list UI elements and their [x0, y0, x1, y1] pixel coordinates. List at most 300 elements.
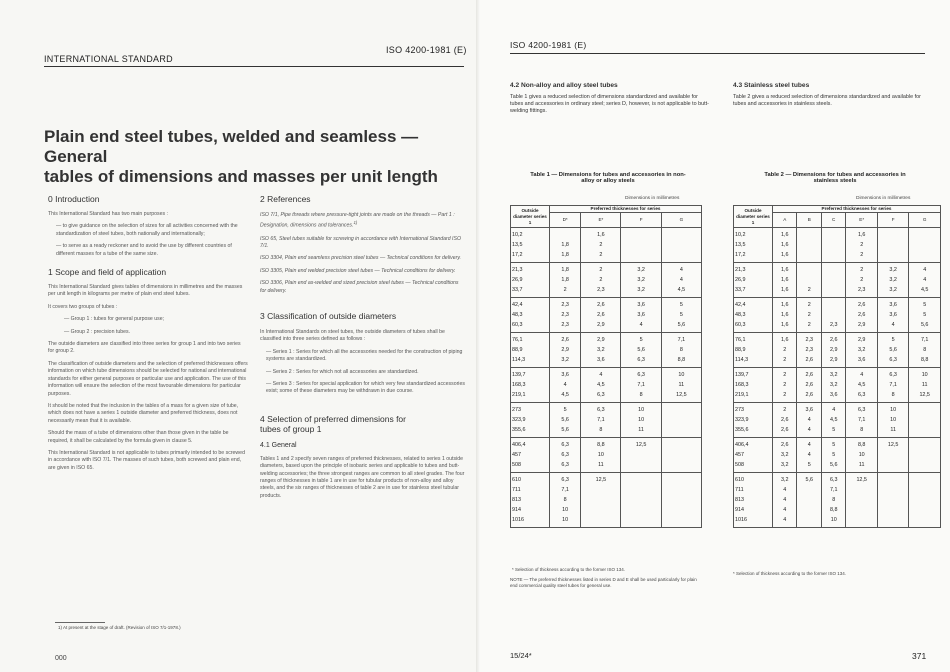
table-value	[910, 475, 939, 485]
table-value: 5	[563, 407, 567, 413]
table-value: 76,1	[735, 337, 746, 343]
table-value: 6,3	[889, 357, 897, 363]
table-value: 11	[921, 382, 928, 388]
header-rule-right	[510, 53, 925, 54]
table-value	[798, 495, 819, 505]
table-value	[622, 505, 659, 515]
table-value	[910, 250, 939, 260]
table-value: 13,5	[735, 242, 746, 248]
thickness-cell	[621, 228, 661, 263]
series-column-header: D*	[550, 213, 581, 228]
table-value: 610	[735, 477, 744, 483]
table-value: 2,6	[857, 312, 866, 318]
table-value: 8,8	[597, 442, 605, 448]
table-value: 6,3	[561, 462, 569, 468]
thickness-cell	[621, 333, 661, 368]
table-value: 2,9	[597, 337, 605, 343]
table-value: 10	[638, 417, 645, 423]
table-value: 88,9	[512, 347, 523, 353]
table-value	[823, 285, 844, 295]
table-value: 813	[512, 497, 521, 503]
table-value: 457	[512, 452, 521, 458]
thickness-cell	[773, 228, 797, 263]
table-value: 3,2	[889, 267, 897, 273]
table-value	[847, 515, 875, 525]
table-value: 8	[639, 392, 643, 398]
thickness-cell	[773, 333, 797, 368]
thickness-cell	[550, 473, 581, 528]
table-value	[798, 505, 819, 515]
table-value: 3,2	[637, 287, 645, 293]
table-value: 3,2	[597, 347, 605, 353]
table-value: 8,8	[857, 442, 866, 448]
table-value	[798, 250, 819, 260]
preferred-thickness-header: Preferred thicknesses for series	[550, 206, 702, 213]
table-value	[823, 240, 844, 250]
table-value: 3,2	[829, 372, 838, 378]
table-value: 2	[783, 392, 787, 398]
diameter-cell	[511, 438, 550, 473]
table-value: 914	[735, 507, 744, 513]
table-value: 4,5	[920, 287, 929, 293]
thickness-cell	[877, 368, 908, 403]
table-value: 3,6	[857, 357, 866, 363]
table-value: 2	[807, 302, 811, 308]
thickness-cell	[797, 368, 821, 403]
section-1-heading: 1 Scope and field of application	[48, 267, 167, 278]
table-value	[798, 515, 819, 525]
preferred-thickness-header: Preferred thicknesses for series	[773, 206, 941, 213]
thickness-cell	[661, 403, 701, 438]
left-page-number: 000	[55, 655, 67, 662]
table-value: 4,5	[857, 382, 866, 388]
table-value: 3,6	[597, 357, 605, 363]
thickness-cell	[909, 228, 941, 263]
table-value	[798, 240, 819, 250]
table-value: 3,2	[829, 382, 838, 388]
thickness-cell	[877, 403, 908, 438]
thickness-cell	[821, 333, 845, 368]
table-value: 10	[562, 507, 569, 513]
thickness-cell	[846, 228, 877, 263]
table-1	[510, 205, 702, 528]
table-2-units: Dimensions in millimetres	[856, 196, 911, 201]
thickness-cell	[797, 298, 821, 333]
thickness-cell	[661, 228, 701, 263]
table-value	[910, 505, 939, 515]
table-value	[663, 495, 700, 505]
table-value	[551, 230, 579, 240]
table-value	[879, 485, 907, 495]
table-value: 406,4	[735, 442, 749, 448]
table-value	[910, 230, 939, 240]
table-value	[798, 230, 819, 240]
table-value	[622, 475, 659, 485]
table-value: 711	[512, 487, 521, 493]
table-value: 4	[783, 497, 787, 503]
series-column-header: B	[797, 213, 821, 228]
table-value: 11	[890, 427, 896, 433]
table-value	[622, 495, 659, 505]
table-value	[663, 485, 700, 495]
diameter-cell	[511, 263, 550, 298]
table-value	[582, 505, 619, 515]
table-value: 2,3	[561, 322, 569, 328]
table-value	[910, 495, 939, 505]
table-value: 4	[832, 407, 836, 413]
thickness-cell	[821, 298, 845, 333]
table-value: 355,6	[512, 427, 526, 433]
left-column: 0 Introduction This International Standard has two main purposes : — to give guidance on the selection of sizes for all activities concerned with the standardization of steel tubes, both nationally and internationally; — to serve as a ready reckoner and to avoid the use by different countries of different masses for a tube of the same size. 1 Scope and field of application This International Standard gives tables of dimensions in millimetres and the masses per unit length in kilograms per metre of plain end steel tubes. It covers two groups of tubes : — Group 1 : tubes for general purpose use; — Group 2 : precision tubes. The outside diameters are classified into three series for group 1 and into two series for group 2. The classification of outside diameters and the selection of preferred thicknesses offers information on which tube dimensions should be selected for national and international standards for either general purposes or particular use and application. The use of this information will ensure the selection of the most favourable dimensions for particular purposes. It should be noted that the inclusion in the tables of a mass for a given size of tube, which does not have a series 1 outside diameter and preferred thickness, does not necessarily mean that it is available. Should the mass of a tube of dimensions other than those given in the table be required, it shall be calculated by the formula given in clause 5. This International Standard is not applicable to tubes primarily intended to be screwed in accordance with ISO 7/1. The masses of such tubes, both screwed and plain end, are given in ISO 65.	[48, 194, 248, 471]
table-value	[798, 485, 819, 495]
thickness-cell	[621, 438, 661, 473]
table-value: 4	[783, 487, 787, 493]
table-value	[663, 475, 700, 485]
table-value: 12,5	[887, 442, 899, 448]
table-value: 2	[599, 252, 603, 258]
series-column-header: A	[773, 213, 797, 228]
table-value: 355,6	[735, 427, 749, 433]
thickness-cell	[550, 368, 581, 403]
table-value: 1,6	[780, 232, 789, 238]
table-1-units: Dimensions in millimetres	[625, 196, 680, 201]
table-value: 7,1	[677, 337, 686, 343]
table-value: 5,6	[889, 347, 897, 353]
table-value: 2,6	[780, 427, 789, 433]
table-value	[823, 265, 844, 275]
table-value: 5	[807, 462, 811, 468]
series-column-header: C	[821, 213, 845, 228]
table-value: 1,6	[780, 337, 789, 343]
thickness-cell	[877, 473, 908, 528]
thickness-cell	[877, 298, 908, 333]
series-column-header: G	[661, 213, 701, 228]
table-value: 4,5	[597, 382, 605, 388]
thickness-cell	[581, 298, 621, 333]
series-column-header: F	[621, 213, 661, 228]
table-value: 2,6	[805, 392, 813, 398]
section-4-1-heading: 4.1 General	[260, 441, 297, 449]
table-value	[582, 485, 619, 495]
header-right-standard: ISO 4200-1981 (E)	[510, 40, 587, 50]
thickness-cell	[821, 263, 845, 298]
table-value: 7,1	[597, 417, 605, 423]
thickness-cell	[909, 368, 941, 403]
table-value: 219,1	[735, 392, 749, 398]
table-value: 2	[599, 242, 603, 248]
table-value: 5,6	[637, 347, 645, 353]
table-value: 17,2	[512, 252, 523, 258]
table-value: 3,6	[889, 312, 897, 318]
table-value	[823, 310, 844, 320]
table-value	[847, 485, 875, 495]
table-value: 3,6	[829, 392, 838, 398]
table-value: 10	[597, 452, 604, 458]
table-value: 2	[860, 242, 864, 248]
table-value	[910, 450, 939, 460]
page-title: Plain end steel tubes, welded and seamless — General tables of dimensions and masses per unit length	[44, 127, 438, 186]
thickness-cell	[846, 438, 877, 473]
table-value: 6,3	[597, 407, 605, 413]
table-value: 10	[638, 407, 645, 413]
table-value	[622, 460, 659, 470]
table-row-group	[511, 263, 702, 298]
table-value: 3,2	[889, 287, 897, 293]
diameter-cell	[734, 228, 773, 263]
thickness-cell	[621, 263, 661, 298]
thickness-cell	[581, 438, 621, 473]
thickness-cell	[877, 333, 908, 368]
table-value	[847, 505, 875, 515]
table-value: 273	[512, 407, 521, 413]
header-left-standard: ISO 4200-1981 (E)	[386, 45, 467, 55]
table-value: 21,3	[735, 267, 746, 273]
table-value: 3,6	[805, 407, 813, 413]
thickness-cell	[909, 438, 941, 473]
table-value: 813	[735, 497, 744, 503]
table-value: 6,3	[561, 452, 569, 458]
table-value: 4	[807, 452, 811, 458]
thickness-cell	[909, 298, 941, 333]
table-value: 7,1	[561, 487, 569, 493]
table-2-caption: Table 2 — Dimensions for tubes and accessories in stainless steels	[764, 172, 906, 184]
table-value: 1,6	[780, 277, 789, 283]
table-value: 2,3	[829, 322, 838, 328]
table-value: 5	[832, 427, 836, 433]
table-value	[910, 440, 939, 450]
thickness-cell	[909, 263, 941, 298]
table-value: 7,1	[920, 337, 929, 343]
thickness-cell	[877, 263, 908, 298]
table-value: 3,2	[637, 267, 645, 273]
table-value: 2	[860, 267, 864, 273]
table-value: 2	[807, 322, 811, 328]
thickness-cell	[661, 298, 701, 333]
thickness-cell	[661, 333, 701, 368]
footnote-rule	[55, 622, 105, 623]
table-value: 323,9	[735, 417, 749, 423]
table-value	[622, 240, 659, 250]
thickness-cell	[550, 298, 581, 333]
thickness-cell	[909, 333, 941, 368]
table-value: 3,2	[889, 277, 897, 283]
table-value: 5	[832, 442, 836, 448]
table-value	[798, 265, 819, 275]
table-value: 10	[890, 417, 897, 423]
table-value: 1,6	[857, 232, 866, 238]
table-value: 1,6	[780, 312, 789, 318]
table-value: 4	[923, 267, 927, 273]
table-value: 60,3	[735, 322, 746, 328]
table-value	[582, 515, 619, 525]
table-value: 2,3	[857, 287, 866, 293]
table-value: 10	[562, 517, 569, 523]
table-value: 1,8	[561, 277, 569, 283]
table-value: 2,6	[829, 337, 838, 343]
table-value: 2,9	[857, 322, 866, 328]
table-row-group	[511, 438, 702, 473]
thickness-cell	[846, 298, 877, 333]
thickness-cell	[909, 403, 941, 438]
table-value	[879, 475, 907, 485]
table-value: 7,1	[829, 487, 838, 493]
diameter-cell	[734, 263, 773, 298]
table-value: 8,8	[829, 507, 838, 513]
table-value: 114,3	[735, 357, 749, 363]
thickness-cell	[661, 368, 701, 403]
thickness-cell	[821, 228, 845, 263]
table-value: 8	[679, 347, 683, 353]
table-value	[910, 425, 939, 435]
table-value: 6,3	[561, 442, 569, 448]
table-value: 1,6	[597, 232, 605, 238]
table-value: 3,6	[637, 302, 645, 308]
table-value: 2	[860, 277, 864, 283]
table-value: 2	[783, 382, 787, 388]
table-value: 1016	[735, 517, 747, 523]
thickness-cell	[797, 473, 821, 528]
table-value: 42,4	[512, 302, 523, 308]
table-row-group	[734, 298, 941, 333]
table-value: 2,3	[805, 337, 813, 343]
table-value: 6,3	[597, 392, 605, 398]
thickness-cell	[846, 333, 877, 368]
table-value: 11	[678, 382, 685, 388]
table-value: 6,3	[561, 477, 569, 483]
table-value	[879, 515, 907, 525]
table-value: 3,6	[637, 312, 645, 318]
table-value: 26,9	[512, 277, 523, 283]
table-value: 10	[890, 407, 897, 413]
table-value	[663, 505, 700, 515]
thickness-cell	[821, 438, 845, 473]
table-value: 10,2	[512, 232, 523, 238]
table-row-group	[511, 473, 702, 528]
table-value: 2,9	[857, 337, 866, 343]
table-row-group	[511, 298, 702, 333]
table-value	[879, 250, 907, 260]
table-value: 3,2	[561, 357, 569, 363]
series-column-header: F	[877, 213, 908, 228]
table-value: 4,5	[561, 392, 569, 398]
table-row-group	[734, 368, 941, 403]
thickness-cell	[581, 368, 621, 403]
diameter-cell	[511, 473, 550, 528]
table-value: 711	[735, 487, 744, 493]
table-value: 48,3	[512, 312, 523, 318]
table-value: 8	[860, 427, 864, 433]
table-value: 1,8	[561, 267, 569, 273]
table-value: 8	[832, 497, 836, 503]
table-value: 6,3	[637, 357, 645, 363]
table-value	[663, 240, 700, 250]
diameter-cell	[511, 298, 550, 333]
outside-diameter-header: Outside diameter series 1	[734, 206, 773, 228]
table-row-group	[734, 438, 941, 473]
table-value: 508	[735, 462, 744, 468]
series-column-header: E*	[581, 213, 621, 228]
table-value: 3,2	[780, 477, 789, 483]
table-value	[663, 415, 700, 425]
table-value: 10,2	[735, 232, 746, 238]
table-value: 10	[678, 372, 685, 378]
table-1-caption: Table 1 — Dimensions for tubes and accessories in non- alloy or alloy steels	[530, 172, 686, 184]
section-0-heading: 0 Introduction	[48, 194, 100, 204]
table-value: 2,3	[805, 347, 813, 353]
table-value: 5	[923, 312, 927, 318]
table-value: 5	[923, 302, 927, 308]
table-row-group	[511, 368, 702, 403]
table-value: 4,5	[677, 287, 686, 293]
table-value: 610	[512, 477, 521, 483]
table-value: 42,4	[735, 302, 746, 308]
thickness-cell	[797, 263, 821, 298]
table-value: 8	[599, 427, 603, 433]
table-value	[663, 450, 700, 460]
diameter-cell	[734, 473, 773, 528]
table-row-group	[511, 333, 702, 368]
table-value	[910, 515, 939, 525]
table-value: 1016	[512, 517, 524, 523]
table-value: 33,7	[512, 287, 523, 293]
thickness-cell	[773, 403, 797, 438]
table-value: 219,1	[512, 392, 526, 398]
table-value: 3,6	[561, 372, 569, 378]
table-value	[622, 250, 659, 260]
table-1-note: NOTE — The preferred thicknesses listed in series D and E shall be used particularly for plain end commercial quality steel tubes for general use.	[510, 577, 697, 588]
table-value: 4	[807, 442, 811, 448]
table-value	[622, 485, 659, 495]
table-value: 11	[858, 462, 865, 468]
table-2-footnote: * Selection of thickness according to the former ISO 134.	[733, 571, 847, 576]
thickness-cell	[773, 368, 797, 403]
page-code: 15/24*	[510, 651, 532, 660]
diameter-cell	[511, 333, 550, 368]
table-value: 4	[807, 427, 811, 433]
table-value	[798, 275, 819, 285]
table-value: 168,3	[512, 382, 526, 388]
table-value: 914	[512, 507, 521, 513]
section-4-heading: 4 Selection of preferred dimensions for tubes of group 1	[260, 413, 406, 434]
table-value: 4	[639, 322, 643, 328]
table-row-group	[734, 473, 941, 528]
table-value	[622, 515, 659, 525]
table-value: 5,6	[829, 462, 838, 468]
thickness-cell	[550, 333, 581, 368]
right-page	[480, 0, 950, 672]
table-value: 2	[783, 347, 787, 353]
table-value: 5	[679, 302, 683, 308]
table-value: 2,6	[805, 372, 813, 378]
diameter-cell	[511, 368, 550, 403]
table-value: 13,5	[512, 242, 523, 248]
thickness-cell	[846, 368, 877, 403]
table-value: 6,3	[829, 477, 838, 483]
table-value	[879, 240, 907, 250]
table-value: 2	[807, 287, 811, 293]
table-value: 2,6	[561, 337, 569, 343]
thickness-cell	[661, 473, 701, 528]
table-value	[879, 505, 907, 515]
table-value: 114,3	[512, 357, 526, 363]
thickness-cell	[773, 263, 797, 298]
table-value: 88,9	[735, 347, 746, 353]
thickness-cell	[877, 438, 908, 473]
outside-diameter-header: Outside diameter series 1	[511, 206, 550, 228]
table-value: 8	[891, 392, 895, 398]
table-value: 5	[891, 337, 895, 343]
table-value: 2,6	[780, 442, 789, 448]
